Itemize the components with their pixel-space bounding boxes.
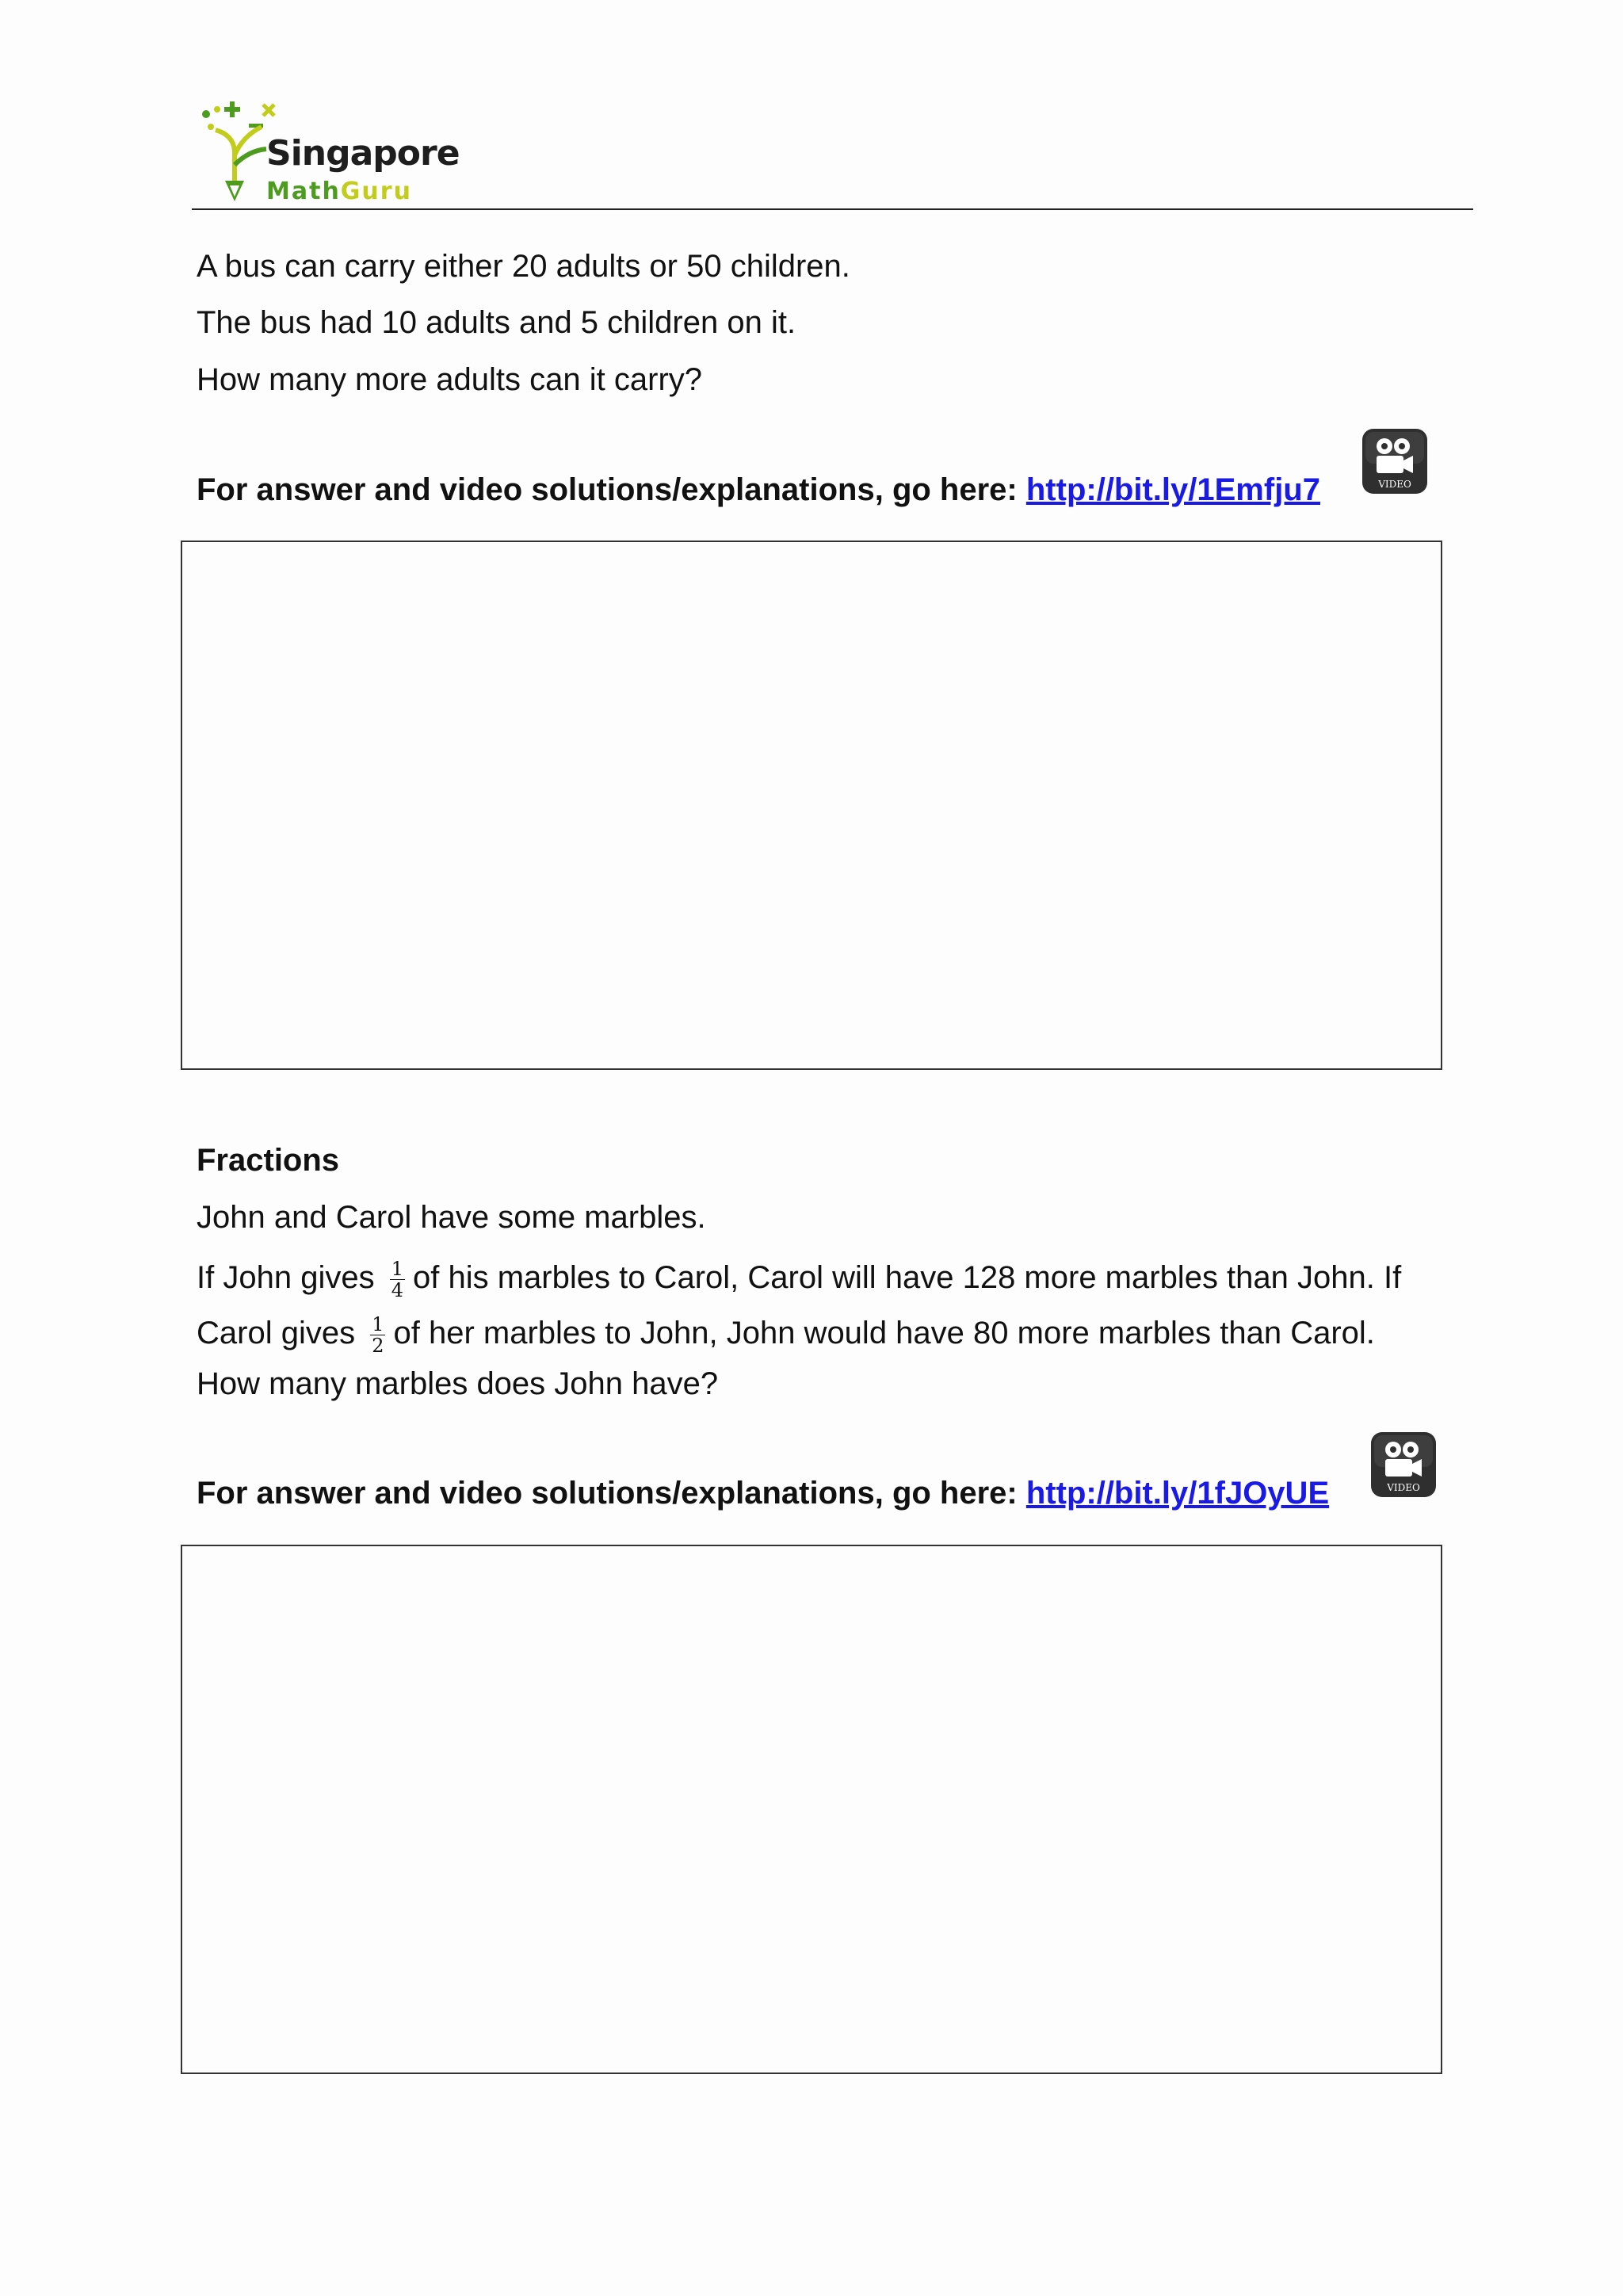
problem2-video-icon[interactable] [1369,1431,1438,1499]
problem2-line-4: How many marbles does John have? [197,1366,719,1401]
fraction-denominator: 2 [372,1335,384,1357]
problem1-answer-box[interactable] [181,541,1442,1070]
problem2-line-2-start: If John gives [197,1260,375,1296]
problem1-line-1: A bus can carry either 20 adults or 50 children. [197,249,850,284]
fraction-denominator: 4 [391,1279,403,1301]
fraction-numerator: 1 [372,1313,384,1335]
problem1-video-icon[interactable] [1361,427,1429,495]
problem1-answer-row [197,471,1320,509]
problem1-answer-prompt: For answer and video solutions/explanations, go here: [197,472,1018,507]
problem1-line-3: How many more adults can it carry? [197,362,703,397]
problem2-answer-row [197,1474,1329,1512]
problem2-video-icon-label: VIDEO [1387,1482,1420,1493]
problem2-line-3-start: Carol gives [197,1316,356,1351]
problem2-line-3 [197,1314,1375,1356]
problem2-answer-box[interactable] [181,1545,1442,2074]
problem2-line-3-end: of her marbles to John, John would have 80 more marbles than Carol. [393,1316,1375,1351]
fraction-numerator: 1 [391,1258,403,1280]
problem2-line-2-end: of his marbles to Carol, Carol will have 128 more marbles than John. If [412,1260,1402,1296]
logo-wordmark-singapore: Singapore [266,133,460,174]
logo-wordmark-mathguru [266,178,412,205]
problem1-video-icon-label: VIDEO [1378,479,1411,490]
problem2-heading: Fractions [197,1143,340,1178]
problem2-intro: John and Carol have some marbles. [197,1200,706,1235]
logo-word-guru: Guru [340,178,412,205]
problem2-answer-link[interactable]: http://bit.ly/1fJOyUE [1025,1476,1330,1511]
problem1-line-2: The bus had 10 adults and 5 children on it. [197,305,796,340]
header-divider [192,208,1473,210]
fraction-one-quarter [390,1259,405,1301]
problem1-answer-link[interactable]: http://bit.ly/1Emfju7 [1025,472,1320,507]
problem2-answer-prompt: For answer and video solutions/explanations, go here: [197,1476,1018,1511]
logo-word-math: Math [266,178,341,205]
problem2-line-2 [197,1259,1401,1301]
fraction-one-half [370,1314,385,1356]
